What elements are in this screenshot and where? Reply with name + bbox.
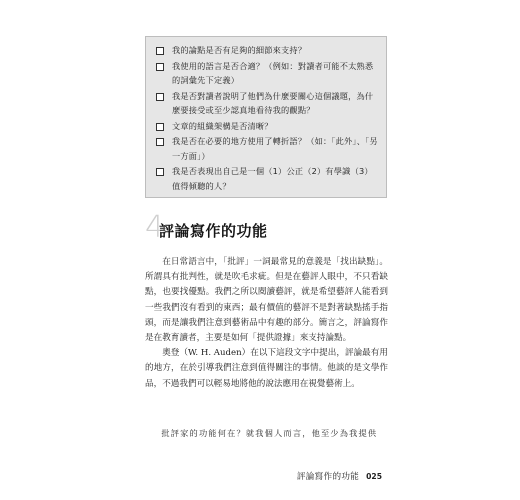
- checklist-item: [156, 89, 380, 118]
- checklist-item: [156, 59, 380, 88]
- checkbox-icon: [156, 168, 164, 176]
- section-heading: [145, 210, 385, 248]
- section-title: 評論寫作的功能: [159, 222, 268, 240]
- checklist-item-text: 我的論點是否有足夠的細節來支持？: [172, 45, 307, 55]
- quote-paragraph: 批評家的功能何在？就我個人而言，他至少為我提供: [161, 428, 378, 438]
- checklist-item-text: 我使用的語言是否合適？（例如：對讀者可能不太熟悉的詞彙先下定義）: [172, 60, 374, 85]
- checklist-item-text: 文章的組織架構是否清晰？: [172, 120, 273, 131]
- checklist-item-text: 我是否對讀者說明了他們為什麼要關心這個議題，為什麼要接受或至少認真地看待我的觀點？: [172, 90, 374, 115]
- page-footer: [297, 470, 382, 482]
- checkbox-icon: [156, 63, 164, 71]
- checkbox-icon: [156, 93, 164, 101]
- checkbox-icon: [156, 138, 164, 146]
- checklist-item: [156, 119, 380, 134]
- checklist-item-text: 我是否在必要的地方使用了轉折語？（如：「此外」、「另一方面」）: [172, 136, 378, 161]
- checklist-item: [156, 134, 380, 163]
- section-number: 4: [145, 210, 165, 245]
- running-footer-title: 評論寫作的功能: [296, 472, 360, 482]
- page-number: 025: [366, 472, 382, 481]
- body-paragraph: 奧登（W. H. Auden）在以下這段文字中提出，評論最有用的地方，在於引導我們注意到值得關注的事情。他談的是文學作品，不過我們可以輕易地將他的說法應用在視覺藝術上。: [145, 348, 388, 389]
- checklist-item-text: 我是否表現出自己是一個（1）公正（2）有學識（3）值得傾聽的人？: [172, 166, 373, 191]
- body-text: [145, 255, 388, 392]
- body-paragraph: 在日常語言中，「批評」一詞最常見的意義是「找出缺點」。所謂具有批判性，就是吹毛求疵。但是在藝評人眼中，不只看缺點，也要找優點。我們之所以閱讀藝評，就是希望藝評人能看到一些我們沒有看到的東西；最有價值的藝評不是對著缺點搖手指頭，而是讓我們注意到藝術品中有趣的部分。簡言之，評論寫作是在教育讀者，主要是如何「提供證據」來支持論點。: [145, 257, 388, 344]
- checklist-item: [156, 43, 380, 58]
- checklist-item: [156, 164, 380, 193]
- checklist-box: [145, 36, 387, 198]
- checkbox-icon: [156, 123, 164, 131]
- checkbox-icon: [156, 47, 164, 55]
